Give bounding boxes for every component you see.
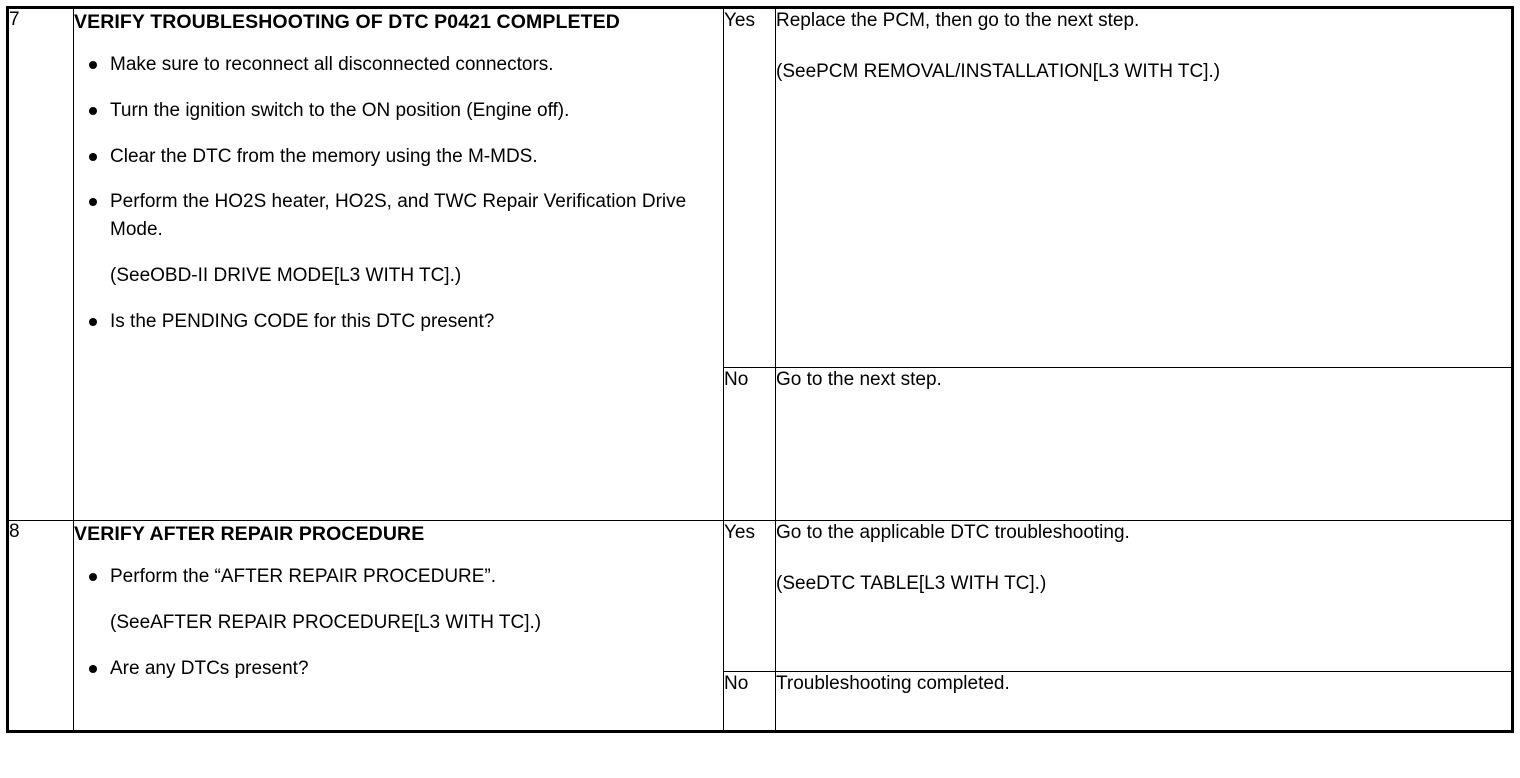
action-bullet-list (74, 51, 723, 336)
list-item: Turn the ignition switch to the ON position (Engine off). (74, 97, 723, 125)
list-item: Are any DTCs present? (74, 655, 723, 683)
yes-result-reference: (SeeDTC TABLE[L3 WITH TC].) (776, 572, 1047, 594)
step-number-cell (8, 8, 74, 521)
list-item: Perform the HO2S heater, HO2S, and TWC Repair Verification Drive Mode. (74, 188, 723, 244)
action-cell (74, 521, 724, 732)
list-item: Clear the DTC from the memory using the M-MDS. (74, 143, 723, 171)
no-result-cell (776, 368, 1513, 521)
action-title: VERIFY AFTER REPAIR PROCEDURE (74, 523, 425, 545)
action-title: VERIFY TROUBLESHOOTING OF DTC P0421 COMPLETED (74, 11, 620, 33)
yes-label-cell (724, 521, 776, 672)
list-item: Is the PENDING CODE for this DTC present? (74, 308, 723, 336)
yes-label: Yes (724, 10, 755, 31)
document-page (0, 6, 1520, 778)
troubleshooting-table (6, 6, 1514, 733)
yes-result-cell (776, 521, 1513, 672)
step-number-cell (8, 521, 74, 732)
list-item: Make sure to reconnect all disconnected connectors. (74, 51, 723, 79)
table-row (8, 521, 1513, 672)
action-cell (74, 8, 724, 521)
table-row (8, 8, 1513, 368)
no-result-text: Troubleshooting completed. (776, 673, 1010, 694)
list-item-reference: (SeeAFTER REPAIR PROCEDURE[L3 WITH TC].) (110, 611, 542, 633)
no-label: No (724, 673, 749, 694)
action-bullet-list (74, 563, 723, 683)
no-result-cell (776, 672, 1513, 732)
yes-label: Yes (724, 522, 755, 543)
yes-result-reference: (SeePCM REMOVAL/INSTALLATION[L3 WITH TC].) (776, 60, 1221, 82)
step-number: 7 (9, 9, 20, 30)
no-label: No (724, 369, 749, 390)
no-label-cell (724, 672, 776, 732)
yes-label-cell (724, 8, 776, 368)
step-number: 8 (9, 521, 20, 542)
yes-result-cell (776, 8, 1513, 368)
no-result-text: Go to the next step. (776, 369, 942, 390)
list-item: Perform the “AFTER REPAIR PROCEDURE”. (74, 563, 723, 591)
list-item-reference: (SeeOBD-II DRIVE MODE[L3 WITH TC].) (110, 265, 462, 287)
yes-result-text: Replace the PCM, then go to the next step. (776, 10, 1140, 31)
yes-result-text: Go to the applicable DTC troubleshooting. (776, 522, 1130, 543)
no-label-cell (724, 368, 776, 521)
